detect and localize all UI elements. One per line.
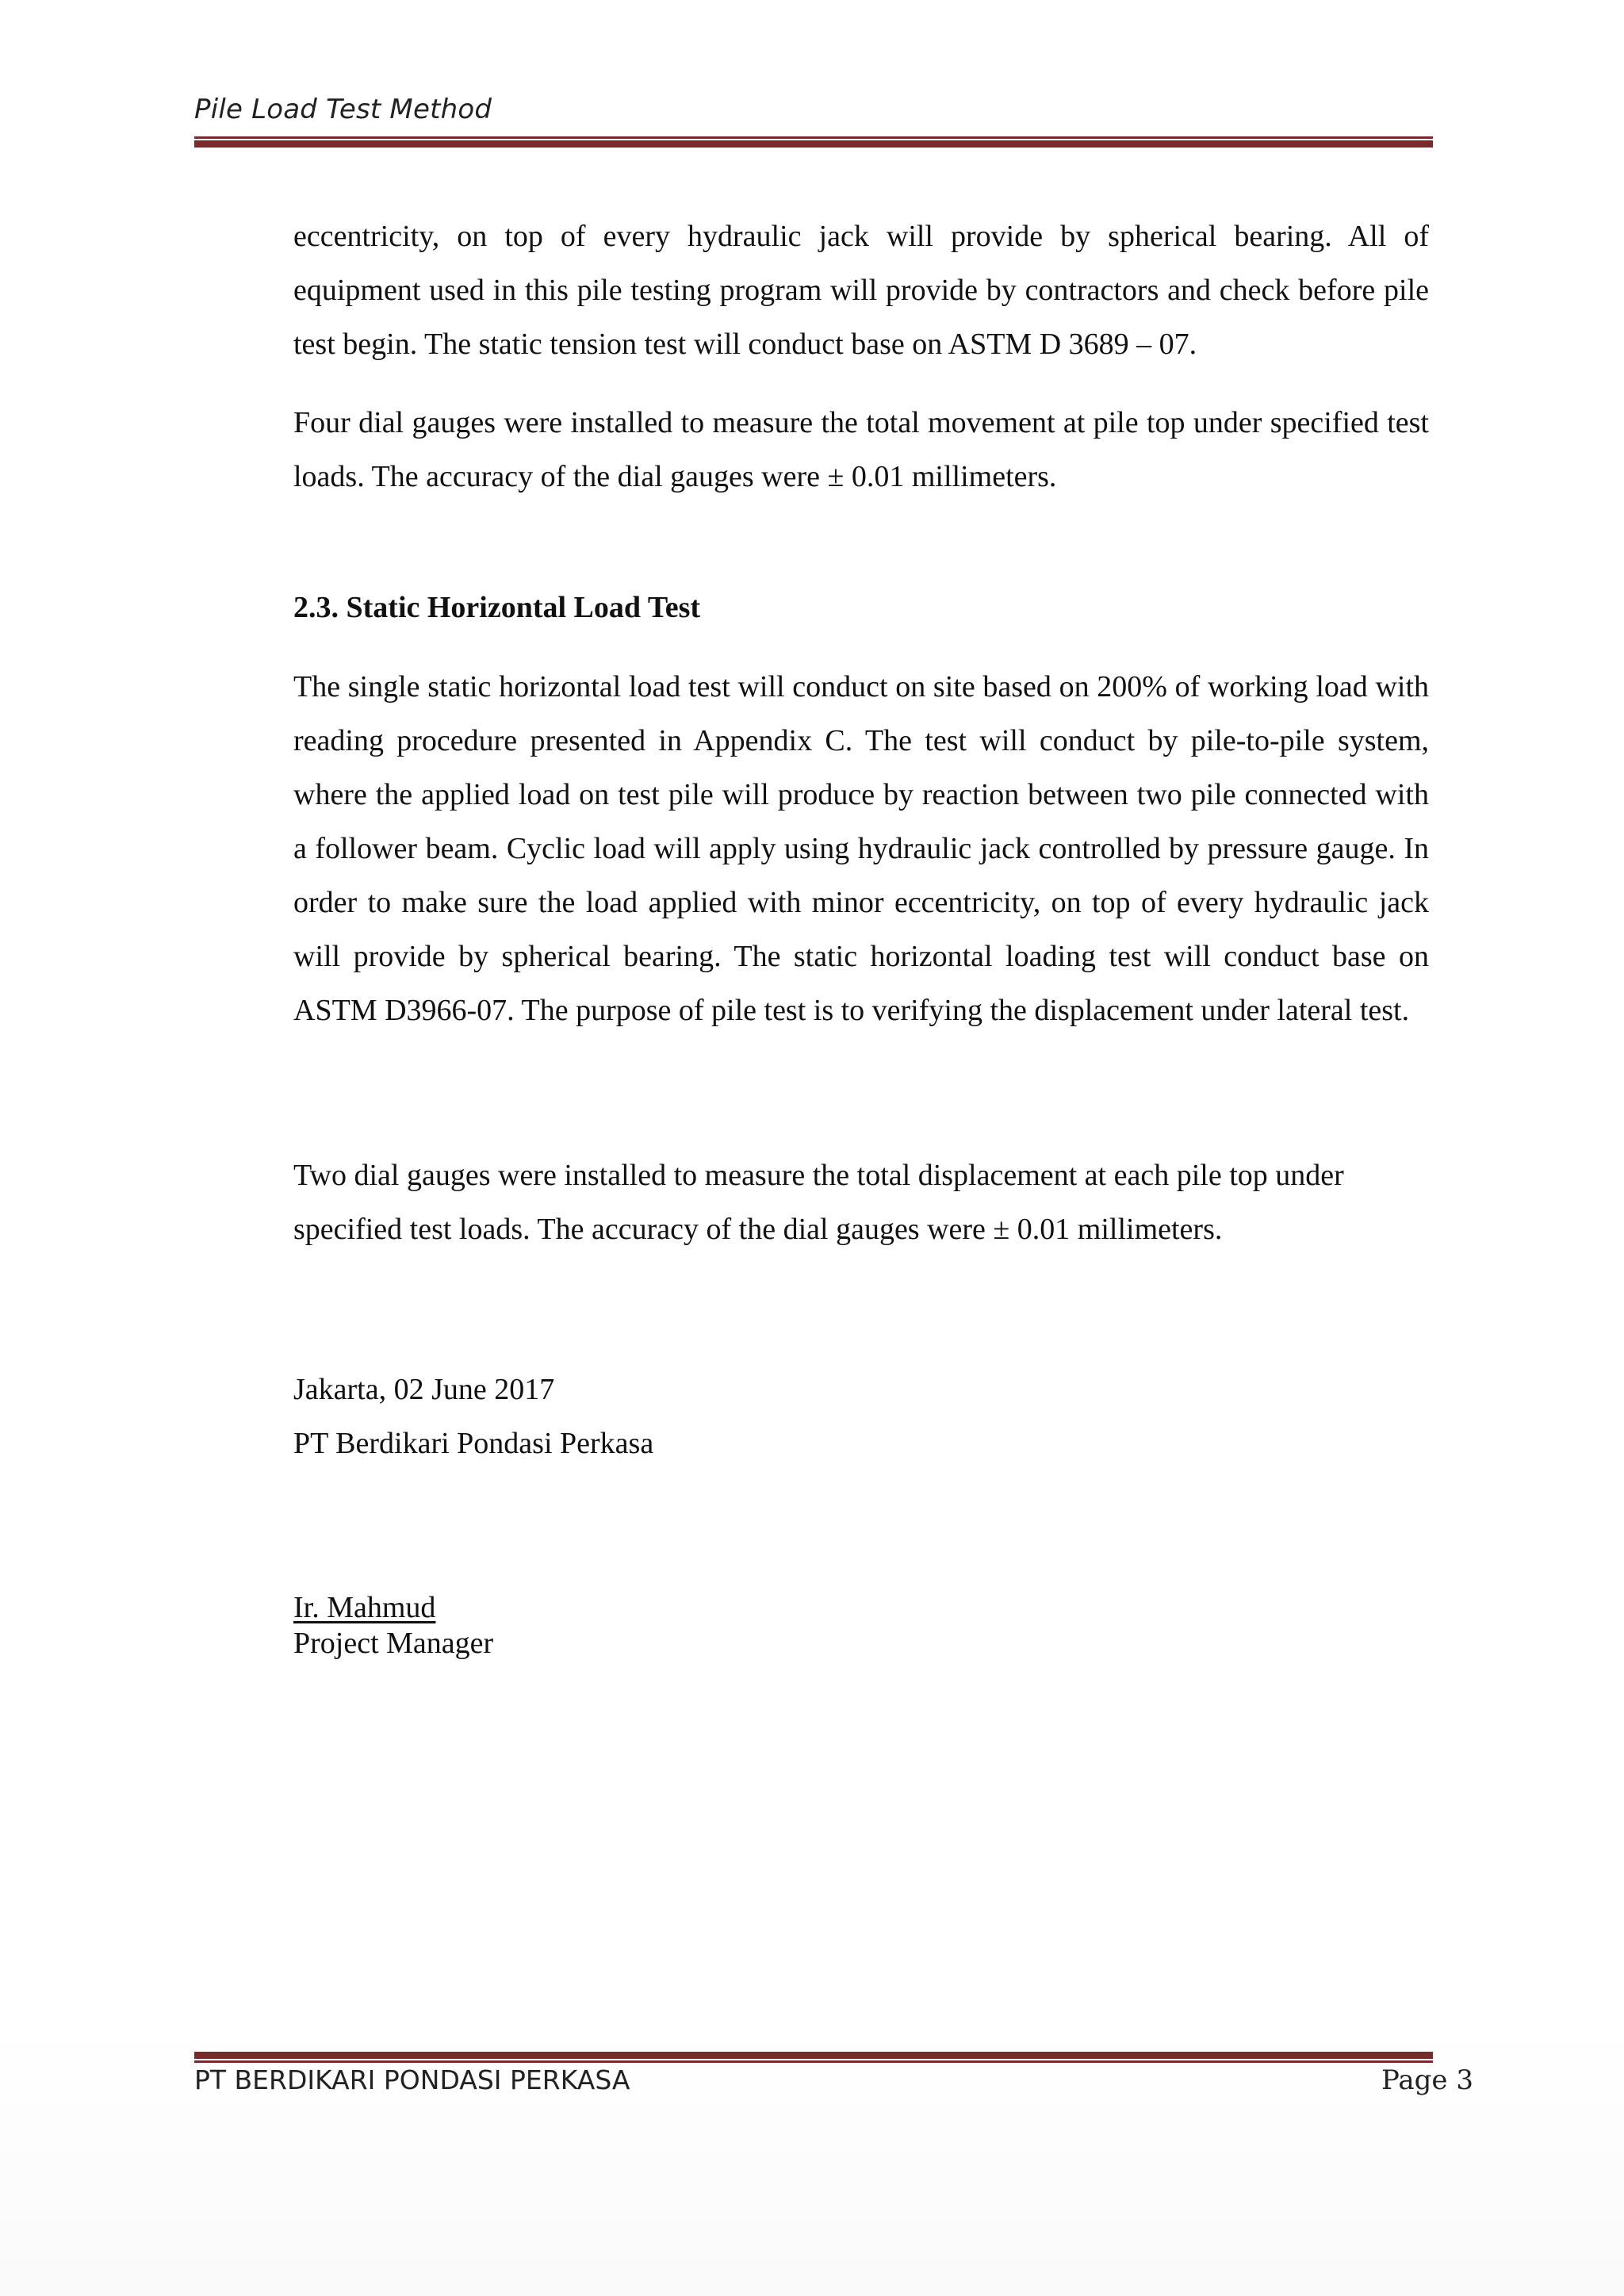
footer-rule-thick [194,2052,1433,2059]
section-heading: 2.3. Static Horizontal Load Test [293,591,701,624]
paragraph-2-text: Four dial gauges were installed to measure the total movement at pile top under specified test loads. The accuracy of the dial gauges were ± 0.01 millimeters. [293,406,1429,493]
footer-page-number: Page 3 [1381,2064,1473,2096]
paragraph-1-text: eccentricity, on top of every hydraulic jack will provide by spherical bearing. All of equipment used in this pile testing program will provide by contractors and check before pile test begin. The static tension test will conduct base on ASTM D 3689 – 07. [293,220,1429,361]
footer-rule-thin [194,2060,1433,2063]
header-rule-thick [194,140,1433,148]
paragraph-3-text: The single static horizontal load test will conduct on site based on 200% of working load with reading procedure presented in Appendix C. The test will conduct by pile-to-pile system, where the applied load on test pile will produce by reaction between two pile connected with a follower beam. Cyclic load will apply using hydraulic jack controlled by pressure gauge. In order to make sure the load applied with minor eccentricity, on top of every hydraulic jack will provide by spherical bearing. The static horizontal loading test will conduct base on ASTM D3966-07. The purpose of pile test is to verifying the displacement under lateral test. [293,670,1429,1027]
signatory-name: Ir. Mahmud [293,1591,436,1624]
signature-company: PT Berdikari Pondasi Perkasa [293,1427,654,1460]
footer-company: PT BERDIKARI PONDASI PERKASA [194,2064,630,2095]
paragraph-continuation [293,209,1429,371]
signature-place-date: Jakarta, 02 June 2017 [293,1373,555,1406]
paragraph-horizontal-load-test [293,660,1429,1037]
header-rule-thin [194,136,1433,139]
running-header-title: Pile Load Test Method [194,94,492,125]
paragraph-4-text: Two dial gauges were installed to measure the total displacement at each pile top under specified test loads. The accuracy of the dial gauges were ± 0.01 millimeters. [293,1159,1344,1246]
paragraph-dial-gauges-horizontal [293,1148,1429,1256]
signatory-title: Project Manager [293,1627,494,1660]
paragraph-dial-gauges-tension [293,396,1429,504]
